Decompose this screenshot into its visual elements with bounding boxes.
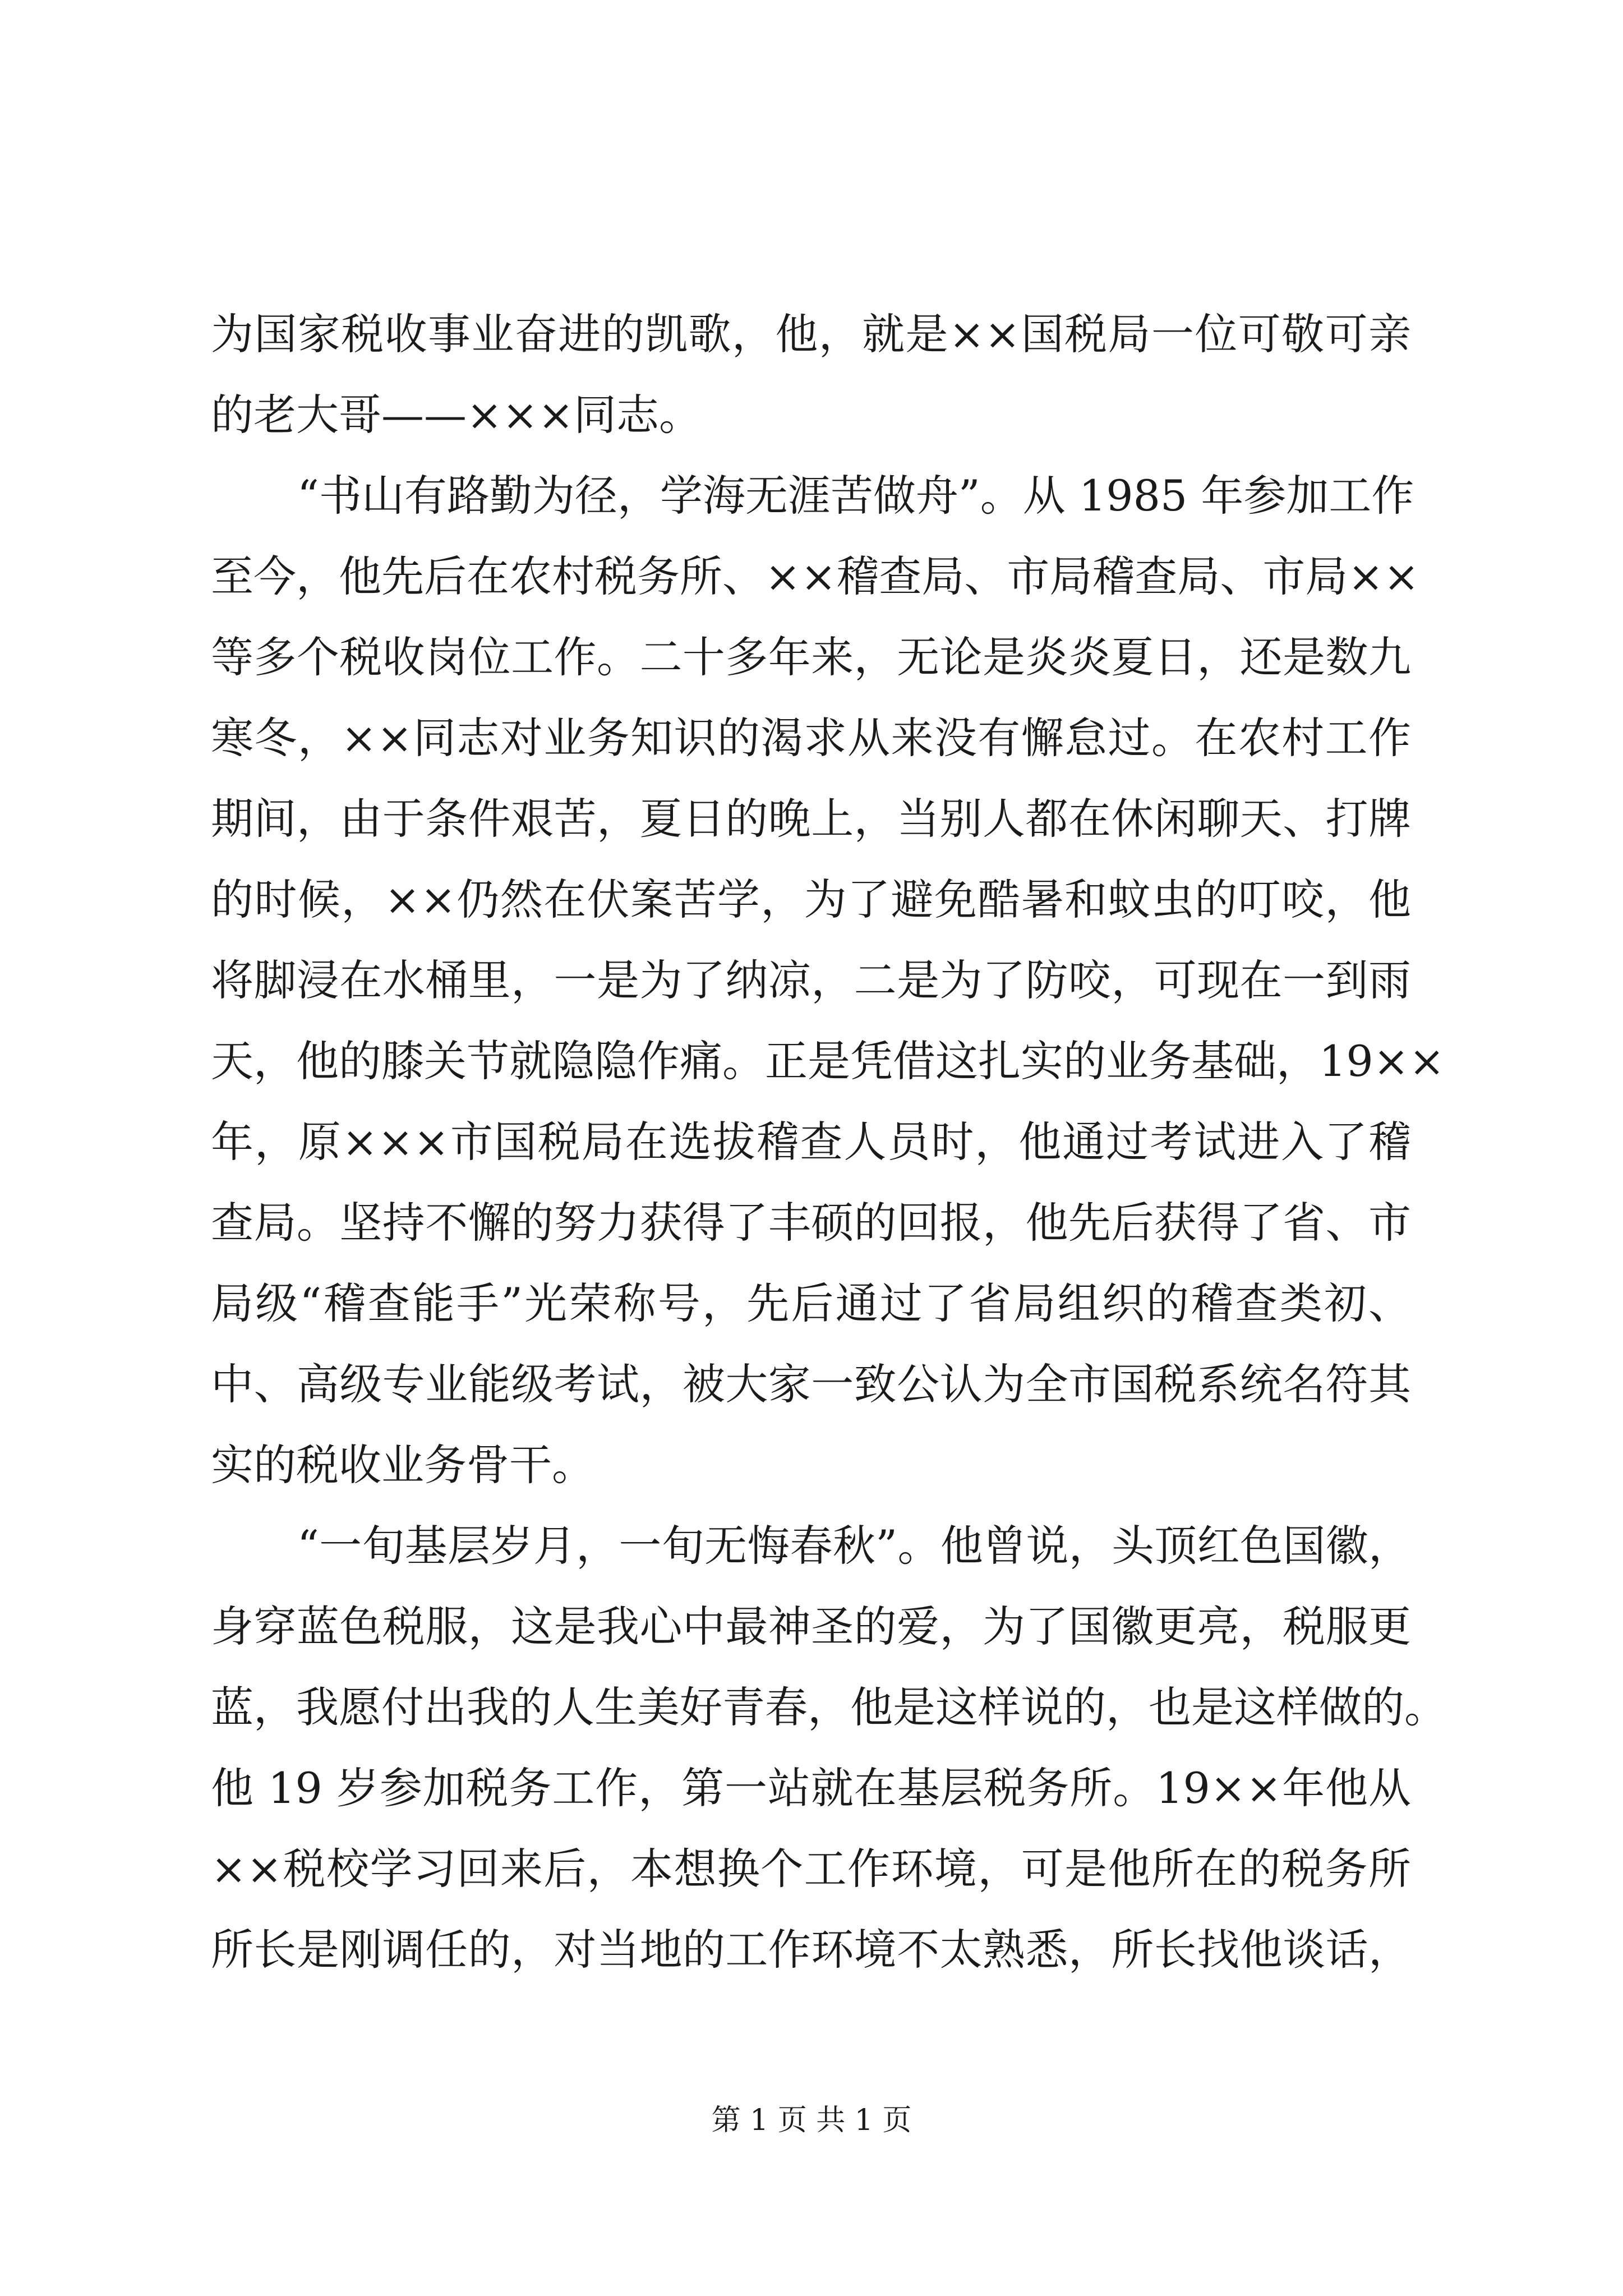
text-line: 蓝，我愿付出我的人生美好青春，他是这样说的，也是这样做的。: [211, 1682, 1447, 1732]
text-line: 年，原×××市国税局在选拔稽查人员时，他通过考试进入了稽: [211, 1117, 1411, 1167]
text-line: 实的税收业务骨干。: [211, 1440, 594, 1490]
body-text: [211, 294, 1447, 1990]
text-line: 天，他的膝关节就隐隐作痛。正是凭借这扎实的业务基础，19××: [211, 1036, 1445, 1086]
text-line: 的老大哥——×××同志。: [211, 390, 702, 440]
text-line: 中、高级专业能级考试，被大家一致公认为全市国税系统名符其: [211, 1359, 1411, 1409]
text-line: 查局。坚持不懈的努力获得了丰硕的回报，他先后获得了省、市: [211, 1198, 1411, 1248]
text-line: 将脚浸在水桶里，一是为了纳凉，二是为了防咬，可现在一到雨: [211, 955, 1411, 1005]
text-line: 的时候，××仍然在伏案苦学，为了避免酷暑和蚊虫的叮咬，他: [211, 875, 1411, 924]
text-line: 他 19 岁参加税务工作，第一站就在基层税务所。19××年他从: [211, 1763, 1411, 1813]
text-line: 为国家税收事业奋进的凯歌，他，就是××国税局一位可敬可亲: [211, 309, 1411, 359]
text-line: “一旬基层岁月，一旬无悔春秋”。他曾说，头顶红色国徽，: [297, 1521, 1411, 1571]
text-line: 至今，他先后在农村税务所、××稽查局、市局稽查局、市局××: [211, 551, 1419, 601]
text-line: 期间，由于条件艰苦，夏日的晚上，当别人都在休闲聊天、打牌: [211, 794, 1411, 844]
text-line: ××税校学习回来后，本想换个工作环境，可是他所在的税务所: [211, 1844, 1411, 1894]
page-footer: 第 1 页 共 1 页: [711, 2104, 912, 2137]
text-line: 寒冬，××同志对业务知识的渴求从来没有懈怠过。在农村工作: [211, 713, 1411, 763]
text-line: 身穿蓝色税服，这是我心中最神圣的爱，为了国徽更亮，税服更: [211, 1602, 1411, 1651]
text-line: 所长是刚调任的，对当地的工作环境不太熟悉，所长找他谈话，: [211, 1925, 1411, 1975]
text-line: 局级“稽查能手”光荣称号，先后通过了省局组织的稽查类初、: [211, 1278, 1411, 1328]
text-line: “书山有路勤为径，学海无涯苦做舟”。从 1985 年参加工作: [297, 471, 1414, 521]
text-line: 等多个税收岗位工作。二十多年来，无论是炎炎夏日，还是数九: [211, 632, 1411, 682]
